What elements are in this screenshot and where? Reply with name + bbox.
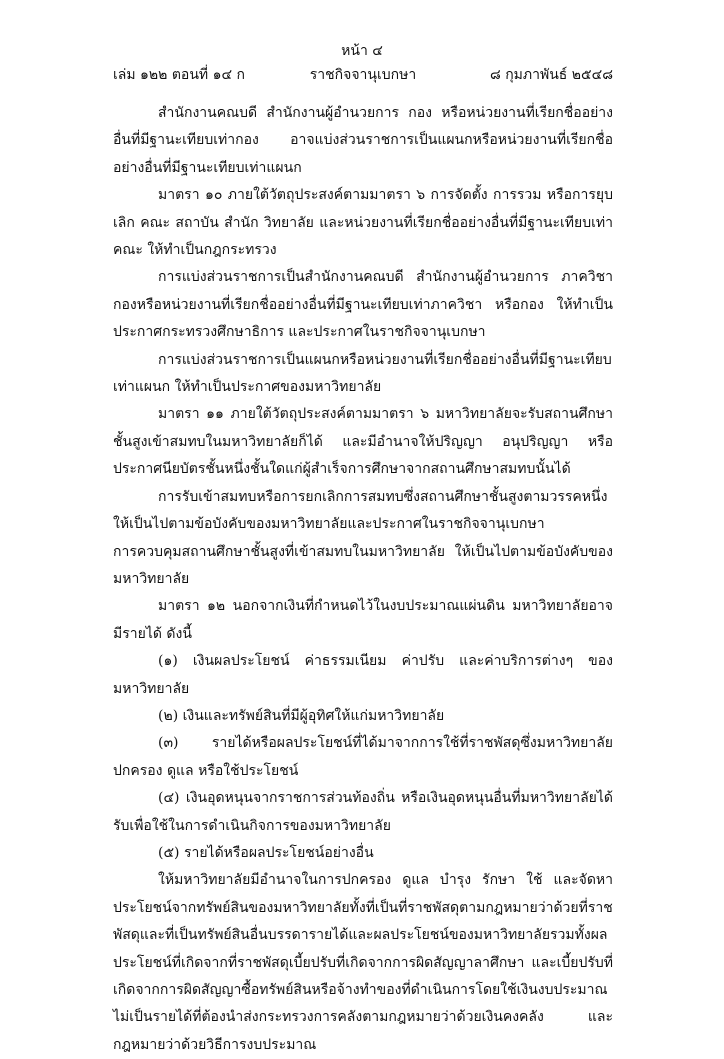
paragraph: ให้มหาวิทยาลัยมีอำนาจในการปกครอง ดูแล บำรุง รักษา ใช้ และจัดหาประโยชน์จากทรัพย์สินของมหาวิทยาลัยทั้งที่เป็นที่ราชพัสดุตามกฎหมายว่าด้วยที่ราชพัสดุและที่เป็นทรัพย์สินอื่นบรรดารายได้และผลประโยชน์ของมหาวิทยาลัยรวมทั้งผลประโยชน์ที่เกิดจากที่ราชพัสดุเบี้ยปรับที่เกิดจากการผิดสัญญาลาศึกษา และเบี้ยปรับที่เกิดจากการผิดสัญญาซื้อทรัพย์สินหรือจ้างทำของที่ดำเนินการโดยใช้เงินงบประมาณ ไม่เป็นรายได้ที่ต้องนำส่งกระทรวงการคลังตามกฎหมายว่าด้วยเงินคงคลัง และกฎหมายว่าด้วยวิธีการงบประมาณ [113,872,613,1053]
document-body [113,100,613,1059]
paragraph: การควบคุมสถานศึกษาชั้นสูงที่เข้าสมทบในมหาวิทยาลัย ให้เป็นไปตามข้อบังคับของมหาวิทยาลัย [113,543,613,587]
list-item: (๔) เงินอุดหนุนจากราชการส่วนท้องถิ่น หรือเงินอุดหนุนอื่นที่มหาวิทยาลัยได้รับเพื่อใช้ในการดำเนินกิจการของมหาวิทยาลัย [113,790,613,834]
paragraph: การแบ่งส่วนราชการเป็นแผนกหรือหน่วยงานที่เรียกชื่ออย่างอื่นที่มีฐานะเทียบเท่าแผนก ให้ทำเป็นประกาศของมหาวิทยาลัย [113,351,612,396]
list-item: (๑) เงินผลประโยชน์ ค่าธรรมเนียม ค่าปรับ และค่าบริการต่างๆ ของมหาวิทยาลัย [113,653,613,697]
list-item: (๓) รายได้หรือผลประโยชน์ที่ได้มาจากการใช้ที่ราชพัสดุซึ่งมหาวิทยาลัยปกครอง ดูแล หรือใช้ประโยชน์ [113,735,613,779]
paragraph: สำนักงานคณบดี สำนักงานผู้อำนวยการ กอง หรือหน่วยงานที่เรียกชื่ออย่างอื่นที่มีฐานะเทียบเท่ากอง อาจแบ่งส่วนราชการเป็นแผนกหรือหน่วยงานที่เรียกชื่ออย่างอื่นที่มีฐานะเทียบเท่าแผนก [113,105,613,176]
page-number: หน้า ๔ [341,43,383,59]
paragraph: มาตรา ๑๑ ภายใต้วัตถุประสงค์ตามมาตรา ๖ มหาวิทยาลัยจะรับสถานศึกษาชั้นสูงเข้าสมทบในมหาวิทยาลัยก็ได้ และมีอำนาจให้ปริญญา อนุปริญญา หรือประกาศนียบัตรชั้นหนึ่งชั้นใดแก่ผู้สำเร็จการศึกษาจากสถานศึกษาสมทบนั้นได้ [113,406,613,478]
paragraph: มาตรา ๑๐ ภายใต้วัตถุประสงค์ตามมาตรา ๖ การจัดตั้ง การรวม หรือการยุบเลิก คณะ สถาบัน สำนัก วิทยาลัย และหน่วยงานที่เรียกชื่ออย่างอื่นที่มีฐานะเทียบเท่าคณะ ให้ทำเป็นกฎกระทรวง [113,187,613,259]
publication-date: ๘ กุมภาพันธ์ ๒๕๔๘ [489,67,613,83]
list-item: (๕) รายได้หรือผลประโยชน์อย่างอื่น [158,844,374,861]
volume-issue: เล่ม ๑๒๒ ตอนที่ ๑๔ ก [113,67,245,83]
list-item: (๒) เงินและทรัพย์สินที่มีผู้อุทิศให้แก่มหาวิทยาลัย [158,707,445,724]
paragraph: มาตรา ๑๒ นอกจากเงินที่กำหนดไว้ในงบประมาณแผ่นดิน มหาวิทยาลัยอาจมีรายได้ ดังนี้ [113,598,613,642]
publication-name: ราชกิจจานุเบกษา [309,67,417,83]
paragraph: การแบ่งส่วนราชการเป็นสำนักงานคณบดี สำนักงานผู้อำนวยการ ภาควิชา กองหรือหน่วยงานที่เรียกชื่ออย่างอื่นที่มีฐานะเทียบเท่าภาควิชา หรือกอง ให้ทำเป็นประกาศกระทรวงศึกษาธิการ และประกาศในราชกิจจานุเบกษา [113,269,613,341]
paragraph: การรับเข้าสมทบหรือการยกเลิกการสมทบซึ่งสถานศึกษาชั้นสูงตามวรรคหนึ่ง ให้เป็นไปตามข้อบังคับของมหาวิทยาลัยและประกาศในราชกิจจานุเบกษา [113,488,608,533]
